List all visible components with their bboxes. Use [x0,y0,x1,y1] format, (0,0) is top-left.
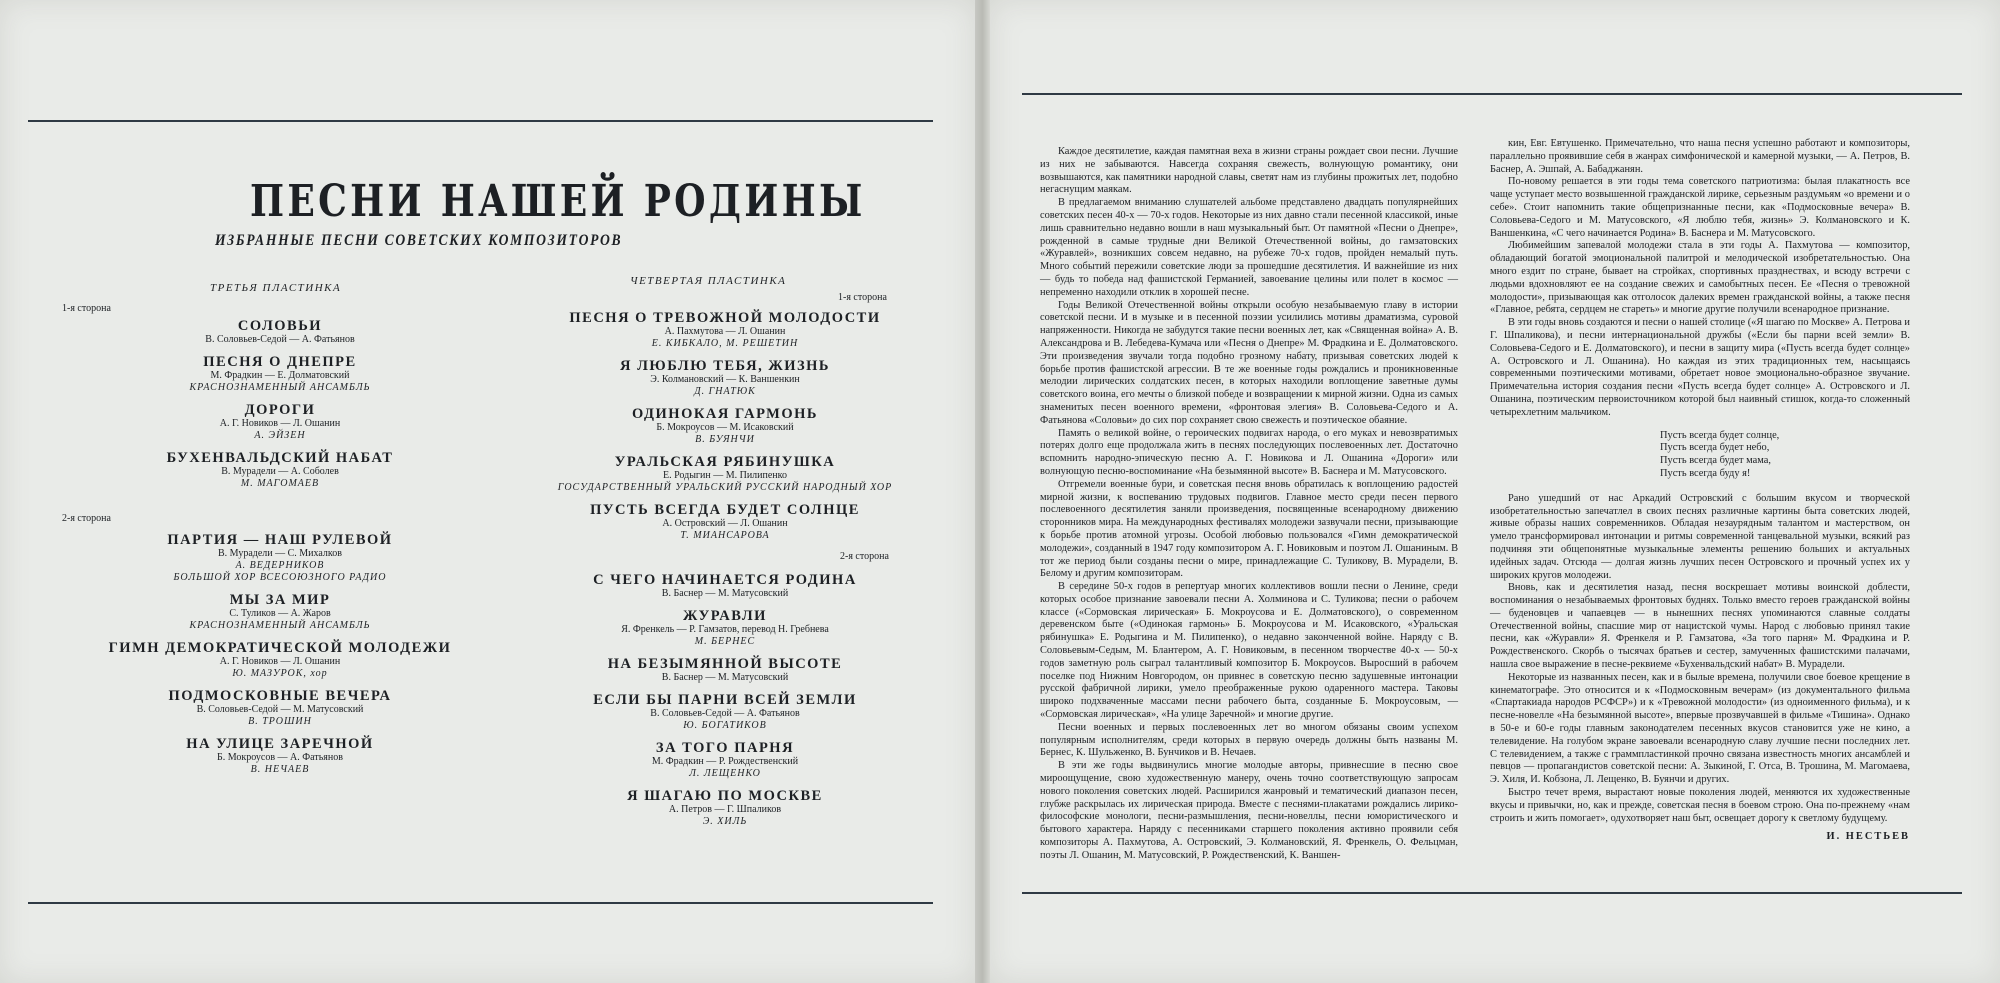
essay-paragraph: Песни военных и первых послевоенных лет во многом обязаны своим успехом популярным исполнителям, среди которых в первую очередь должны быть названы М. Бернес, К. Шульженко, В. Бунчиков и В. Нечаев. [1040,721,1458,759]
song-authors: Э. Колмановский — К. Ваншенкин [650,374,800,385]
essay-paragraph: Любимейшим запевалой молодежи стала в эти годы А. Пахмутова — композитор, обладающий богатой эмоциональной палитрой и мелодической изобретательностью. Она много ездит по стране, бывает на стройках, спортивных празднествах, и всюду встречи с людьми вдохновляют ее на создание свежих и самобытных песен. Ее «Песня о тревожной молодости», призывающая как отголосок далеких времен гражданской войны, а также песня «Главное, ребята, сердцем не стареть» и многие другие получили всенародное признание. [1490,240,1910,316]
top-rule [28,120,933,122]
song-item [520,310,930,350]
song-performer: А. ВЕДЕРНИКОВ [235,560,325,571]
song-authors: М. Фрадкин — Е. Долматовский [210,370,350,381]
song-item [520,358,930,398]
essay-paragraph: кин, Евг. Евтушенко. Примечательно, что наша песня успешно работают и композиторы, параллельно проявившие себя в жанрах симфонической и камерной музыки, — А. Петров, В. Баснер, А. Эшпай, А. Бабаджанян. [1490,138,1910,175]
song-performer: Т. МИАНСАРОВА [680,530,770,541]
essay-paragraph: В середине 50-х годов в репертуар многих коллективов вошли песни о Ленине, среди которых особое признание завоевали песни А. Холминова и С. Туликова; песни о рабочем классе («Сормовская лирическая» Б. Мокроусова и Е. Долматовского), о современном деревенском быте («Одинокая гармонь» Б. Мокроусова и М. Исаковского, «Уральская рябинушка» Е. Родыгина и М. Пилипенко), о недавно законченной войне. Наряду с В. Соловьевым-Седым, М. Блантером, А. Г. Новиковым, в песенном творчестве 40-х — 50-х годов заметную роль сыграл талантливый композитор Б. Мокроусов. Выросший в рабочем поселке под Нижним Новгородом, он привнес в советскую песню задушевные интонации русской фабричной лирики, умело преображенные рукою одаренного мастера. Таковы широко подхваченные массами песни рабочего быта, созданные Б. Мокроусовым, — «Сормовская лирическая», «На улице Заречной» и многие другие. [1040,581,1458,721]
song-item [520,788,930,828]
song-authors: А. Г. Новиков — Л. Ошанин [219,418,341,429]
author-signature: И. НЕСТЬЕВ [1826,831,1910,843]
song-performer: М. МАГОМАЕВ [240,478,320,489]
song-title: ПЕСНЯ О ТРЕВОЖНОЙ МОЛОДОСТИ [569,310,881,326]
song-title: ПАРТИЯ — НАШ РУЛЕВОЙ [167,532,393,548]
essay-column-2 [1490,138,1910,844]
album-title: ПЕСНИ НАШЕЙ РОДИНЫ [250,176,866,227]
plate4-side1-list [520,310,930,550]
essay-paragraph: В предлагаемом вниманию слушателей альбоме представлено двадцать популярнейших советских песен 40-х — 70-х годов. Некоторые из них давно стали песенной классикой, иные лишь сравнительно недавно вошли в наш музыкальный быт. От памятной «Песни о Днепре», рожденной в самые трудные дни Великой Отечественной войны, до гамзатовских «Журавлей», возникших совсем недавно, на рубеже 70-х годов, пройден немалый путь. Много событий пережили советские люди за прошедшие десятилетия. И важнейшие из них — будь то победа над фашистской Германией, завоевание целины или полет в космос — непременно находили отклик в хорошей песне. [1040,197,1458,298]
plate3-side1-label: 1-я сторона [62,303,111,314]
song-performer: В. БУЯНЧИ [695,434,755,445]
bottom-rule [1022,892,1962,894]
song-title: ОДИНОКАЯ ГАРМОНЬ [632,406,818,422]
song-title: НА БЕЗЫМЯННОЙ ВЫСОТЕ [607,656,843,672]
essay-paragraph: В эти же годы выдвинулись многие молодые авторы, привнесшие в песню свое мироощущение, свою художественную манеру, очень точно соответствующую запросам нового поколения советских людей. Расширился жанровый и тематический диапазон песен, глубже раскрылась их лирическая природа. Вместе с песнями-плакатами рождались лирико-философские монологи, песни-размышления, песни-новеллы, песни юмористического и бытового характера. Наряду с песенниками старшего поколения активно проявили себя композиторы А. Пахмутова, А. Островский, Э. Колмановский, Я. Френкель, О. Фельцман, поэты Л. Ошанин, М. Матусовский, Р. Рождественский, К. Ваншен- [1040,760,1458,861]
song-item [520,454,930,494]
song-authors: В. Баснер — М. Матусовский [661,672,789,683]
plate4-side2-label: 2-я сторона [840,551,889,562]
song-performer: КРАСНОЗНАМЕННЫЙ АНСАМБЛЬ [189,620,371,631]
song-performer: Е. КИБКАЛО, М. РЕШЕТИН [651,338,799,349]
poem-line: Пусть всегда будет небо, [1660,442,1770,454]
song-item [520,406,930,446]
song-item [100,354,460,394]
essay-paragraph: Годы Великой Отечественной войны открыли особую незабываемую главу в истории советской песни. И в музыке и в песенной поэзии усилились мотивы драматизма, суровой напряженности. Никогда не забудутся такие песни военных лет, как «Священная война» А. В. Александрова и В. Лебедева-Кумача или «Песня о Днепре» М. Фрадкина и Е. Долматовского. Эти произведения звучали тогда подобно грозному набату, призывая советских людей к борьбе против фашистской агрессии. В те же военные годы рождались и проникновенные мелодии лирических солдатских песен, в которых находили воплощение заветные думы советского воина, его мечты о близкой победе и возвращении к мирной жизни. Одна из самых знаменитых песен военного времени, «фронтовая элегия» В. Соловьева-Седого и А. Фатьянова «Соловьи» до сих пор сохраняет свою свежесть и поэтическое обаяние. [1040,299,1458,426]
right-page [990,0,2000,983]
song-item [520,502,930,542]
song-performer: ГОСУДАРСТВЕННЫЙ УРАЛЬСКИЙ РУССКИЙ НАРОДНЫЙ ХОР [557,482,893,493]
song-title: ПЕСНЯ О ДНЕПРЕ [203,354,357,370]
song-item [520,740,930,780]
song-authors: В. Баснер — М. Матусовский [661,588,789,599]
essay-paragraph: В эти годы вновь создаются и песни о нашей столице («Я шагаю по Москве» А. Петрова и Г. Шпаликова), и песни интернациональной дружбы («Если бы парни всей земли» В. Соловьева-Седого и Е. Долматовского), и песни в защиту мира («Пусть всегда будет солнце» А. Островского и Л. Ошанина). Но каждая из этих традиционных тем, насыщаясь современными поэтическими мотивами, обретает новое эмоционально-образное звучание. Примечательна история создания песни «Пусть всегда будет солнце» А. Островского и Л. Ошанина, поэтическим первоисточником которой был наивный стишок, когда-то сложенный четырехлетним мальчиком. [1490,317,1910,418]
song-authors: В. Соловьев-Седой — А. Фатьянов [650,708,800,719]
song-authors: А. Петров — Г. Шпаликов [668,804,782,815]
song-authors: Е. Родыгин — М. Пилипенко [662,470,788,481]
song-authors: А. Островский — Л. Ошанин [662,518,788,529]
plate4-side1-label: 1-я сторона [838,292,887,303]
song-performer: Д. ГНАТЮК [694,386,756,397]
song-title: Я ЛЮБЛЮ ТЕБЯ, ЖИЗНЬ [619,358,830,374]
song-authors: Б. Мокроусов — М. Исаковский [656,422,794,433]
essay-paragraph: Быстро течет время, вырастают новые поколения людей, меняются их художественные вкусы и привычки, но, как и прежде, советская песня в боевом строю. Она по-прежнему «нам строить и жить помогает», одухотворяет наш быт, освещает дорогу к светлому будущему. [1490,787,1910,824]
song-title: Я ШАГАЮ ПО МОСКВЕ [627,788,823,804]
spine-fold [975,0,990,983]
song-performer: М. БЕРНЕС [694,636,756,647]
essay-paragraph: Каждое десятилетие, каждая памятная веха в жизни страны рождает свои песни. Лучшие из них не забываются. Навсегда сохраняя свежесть, волнующую романтику, они возвышаются, как памятники народной славы, светят нам из глубины прожитых лет, подобно негаснущим маякам. [1040,146,1458,196]
top-rule [1022,93,1962,95]
song-item [100,736,460,776]
plate4-heading: ЧЕТВЕРТАЯ ПЛАСТИНКА [630,275,787,287]
song-title: ЖУРАВЛИ [683,608,767,624]
song-performer: КРАСНОЗНАМЕННЫЙ АНСАМБЛЬ [189,382,371,393]
song-authors: В. Мурадели — С. Михалков [218,548,342,559]
song-authors: В. Соловьев-Седой — М. Матусовский [196,704,364,715]
poem-line: Пусть всегда будет солнце, [1660,429,1780,441]
song-item [520,692,930,732]
song-item [100,592,460,632]
song-title: ДОРОГИ [244,402,316,418]
song-authors: В. Соловьев-Седой — А. Фатьянов [205,334,355,345]
song-performer: БОЛЬШОЙ ХОР ВСЕСОЮЗНОГО РАДИО [173,572,387,583]
song-item [100,450,460,490]
plate3-side1-list [100,318,460,498]
essay-paragraph: Отгремели военные бури, и советская песня вновь обратилась к воплощению радостей мирной жизни, к воспеванию трудовых подвигов. Главное место среди песен первого послевоенного десятилетия заняли произведения, посвященные всенародному движению сторонников мира. На международных фестивалях молодежи зазвучали песни, призывающие к борьбе против атомной угрозы. Особой любовью пользовался «Гимн демократической молодежи», созданный в 1947 году композитором А. Г. Новиковым и поэтом Л. Ошаниным. В тот же период были созданы песни о мире, принадлежащие С. Туликову, В. Мурадели, В. Белому и другим композиторам. [1040,478,1458,580]
poem-quote [1660,430,1910,481]
essay-paragraph: Вновь, как и десятилетия назад, песня воскрешает мотивы воинской доблести, воспоминания о незабываемых фронтовых буднях. Только вместо героев гражданской войны — буденовцев и чапаевцев — в нынешних песнях упоминаются славные солдаты Отечественной войны, спасшие мир от нацистской чумы. Народ с любовью принял такие песни, как «Журавли» Я. Френкеля и Р. Гамзатова, «За того парня» М. Фрадкина и Р. Рождественского. Скорбь о тысячах братьев и сестер, замученных фашистскими палачами, нашла свое выражение в песне-реквиеме «Бухенвальдский набат» В. Мурадели. [1490,582,1910,671]
song-item [520,608,930,648]
song-title: УРАЛЬСКАЯ РЯБИНУШКА [614,454,836,470]
song-item [100,640,460,680]
song-authors: А. Г. Новиков — Л. Ошанин [219,656,341,667]
bottom-rule [28,902,933,904]
essay-paragraph: По-новому решается в эти годы тема советского патриотизма: былая плакатность все чаще уступает место возвышенной гражданской лирике, серьезным раздумьям «о времени и о себе». Стоит напомнить такие общепризнанные песни, как «Подмосковные вечера» В. Соловьева-Седого и М. Матусовского, «Я люблю тебя, жизнь» Э. Колмановского и К. Ваншенкина, «С чего начинается Родина» В. Баснера и М. Матусовского. [1490,176,1910,239]
essay-column-1 [1040,146,1458,863]
song-performer: В. НЕЧАЕВ [250,764,310,775]
song-authors: В. Мурадели — А. Соболев [221,466,339,477]
song-authors: Б. Мокроусов — А. Фатьянов [217,752,343,763]
song-authors: М. Фрадкин — Р. Рождественский [651,756,799,767]
song-authors: А. Пахмутова — Л. Ошанин [664,326,786,337]
song-item [520,656,930,684]
song-performer: Ю. БОГАТИКОВ [683,720,767,731]
song-title: БУХЕНВАЛЬДСКИЙ НАБАТ [166,450,394,466]
song-title: СОЛОВЬИ [237,318,323,334]
song-performer: Ю. МАЗУРОК, хор [232,668,328,679]
song-authors: С. Туликов — А. Жаров [229,608,331,619]
essay-paragraph: Рано ушедший от нас Аркадий Островский с большим вкусом и творческой изобретательностью запечатлел в своих песнях различные картины быта советских людей, живые образы наших современников. Обладая незаурядным талантом и мастерством, он умело трансформировал интонации и ритмы современной танцевальной музыки, всякий раз подчиняя эти общепонятные музыкальные элементы решению больших и актуальных идейных задач. Отсюда — долгая жизнь лучших песен Островского и прочный успех их у широких кругов молодежи. [1490,492,1910,581]
song-performer: Э. ХИЛЬ [702,816,748,827]
song-performer: Л. ЛЕЩЕНКО [689,768,761,779]
poem-line: Пусть всегда будет мама, [1660,455,1771,467]
song-title: ГИМН ДЕМОКРАТИЧЕСКОЙ МОЛОДЕЖИ [108,640,452,656]
essay-paragraph: Память о великой войне, о героических подвигах народа, о его муках и невозвратимых потерях долго еще продолжала жить в песнях последующих послевоенных лет. Достаточно вспомнить народно-эпическую песню А. Г. Новикова и Л. Ошанина «Дороги» или волнующую песню-воспоминание «На безымянной высоте» В. Баснера и М. Матусовского. [1040,427,1458,477]
album-subtitle: ИЗБРАННЫЕ ПЕСНИ СОВЕТСКИХ КОМПОЗИТОРОВ [215,232,623,249]
song-title: ЗА ТОГО ПАРНЯ [655,740,795,756]
song-item [520,572,930,600]
song-item [100,688,460,728]
song-performer: А. ЭЙЗЕН [254,430,306,441]
song-title: ЕСЛИ БЫ ПАРНИ ВСЕЙ ЗЕМЛИ [593,692,857,708]
song-title: ПОДМОСКОВНЫЕ ВЕЧЕРА [168,688,392,704]
song-authors: Я. Френкель — Р. Гамзатов, перевод Н. Гребнева [621,624,829,635]
plate3-side2-list [100,532,460,784]
song-item [100,402,460,442]
song-item [100,532,460,584]
plate3-heading: ТРЕТЬЯ ПЛАСТИНКА [210,282,342,294]
plate4-side2-list [520,572,930,836]
song-title: ПУСТЬ ВСЕГДА БУДЕТ СОЛНЦЕ [590,502,860,518]
song-title: С ЧЕГО НАЧИНАЕТСЯ РОДИНА [593,572,857,588]
song-item [100,318,460,346]
song-performer: В. ТРОШИН [248,716,312,727]
song-title: НА УЛИЦЕ ЗАРЕЧНОЙ [186,736,374,752]
essay-paragraph: Некоторые из названных песен, как и в былые времена, получили свое боевое крещение в кинематографе. Это относится и к «Подмосковным вечерам» (из документального фильма «Спартакиада народов РСФСР») и к «Тревожной молодости» (из одноименного фильма), и к песне-новелле «На безымянной высоте», впервые прозвучавшей в фильме «Тишина». Однако в 50-е и 60-е годы главным законодателем песенных вкусов становится уже не кино, а телевидение. На голубом экране завоевали всенародную славу лучшие песни последних лет. С телевидением, а также с граммпластинкой прочно связана известность многих ансамблей и певцов — пропагандистов советской песни: А. Зыкиной, Г. Отса, В. Трошина, М. Магомаева, Э. Хиля, И. Кобзона, Л. Лещенко, В. Буянчи и других. [1490,671,1910,786]
left-page [0,0,975,983]
poem-line: Пусть всегда буду я! [1660,467,1751,479]
song-title: МЫ ЗА МИР [229,592,331,608]
plate3-side2-label: 2-я сторона [62,513,111,524]
